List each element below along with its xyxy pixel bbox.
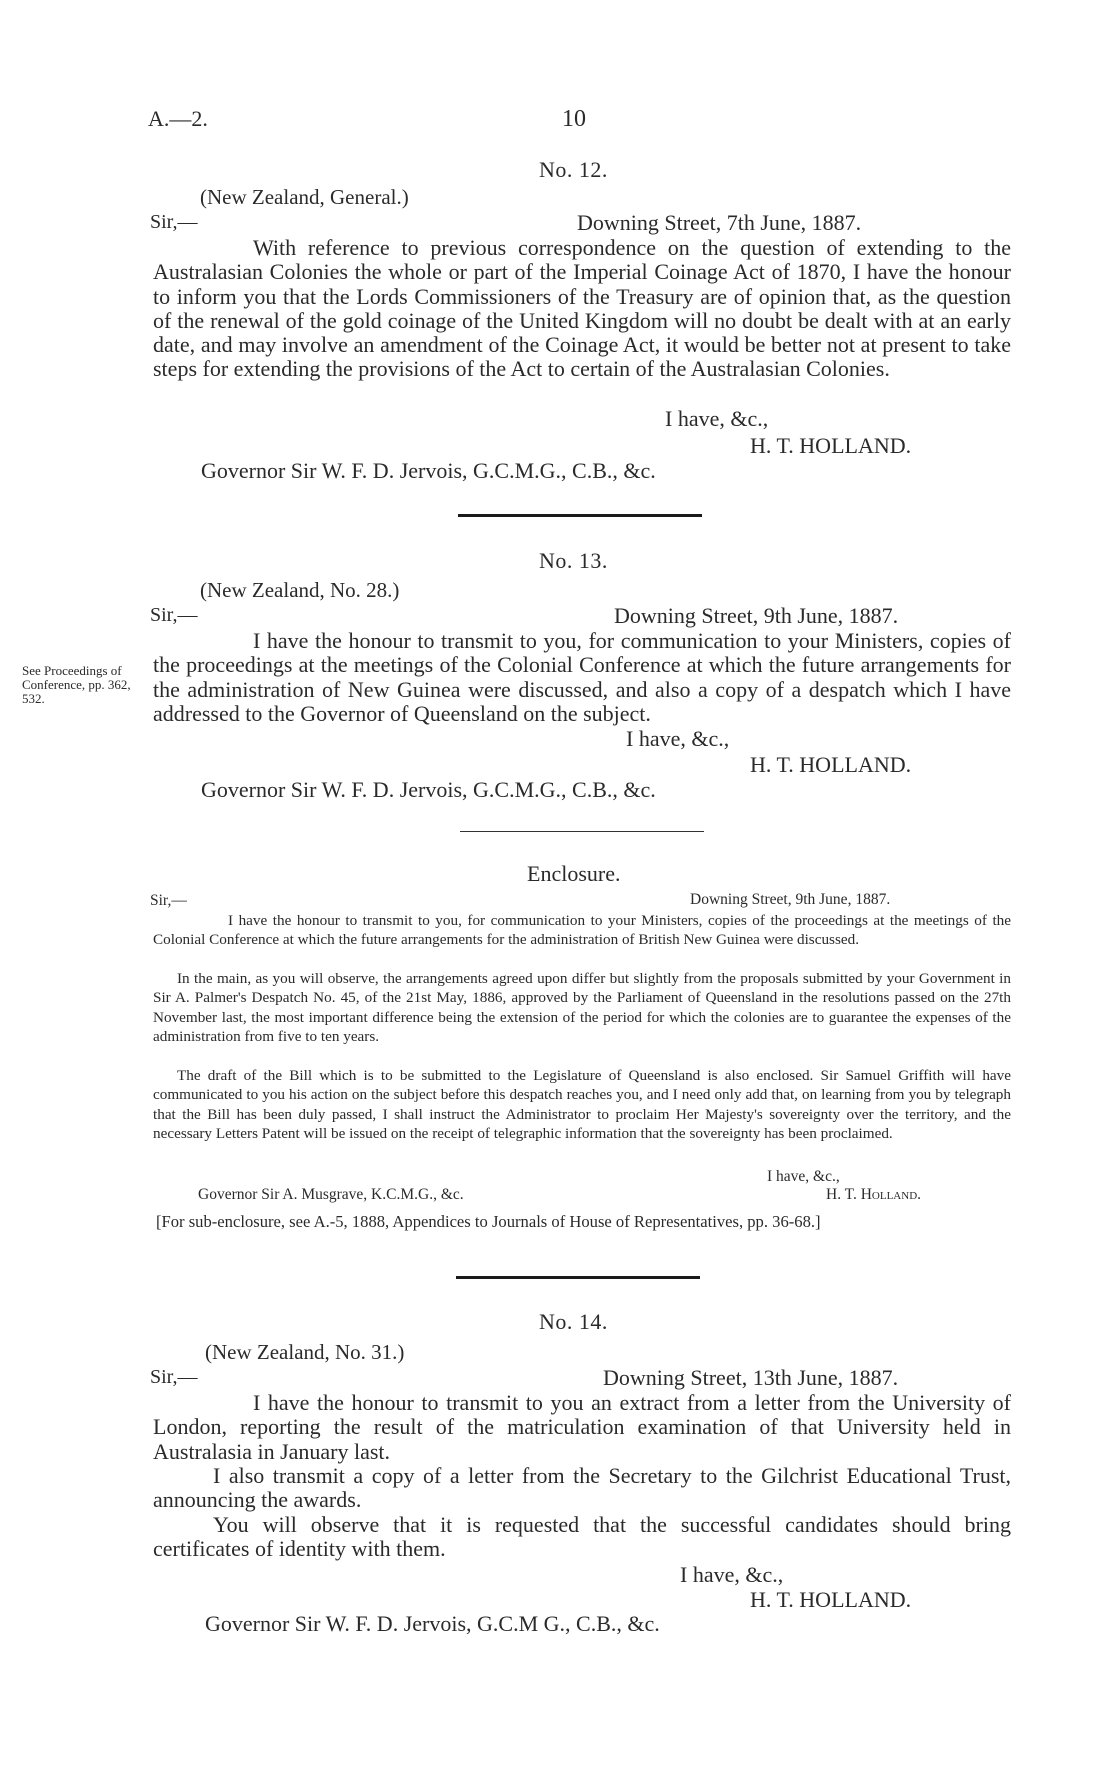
letter-14-number: No. 14. <box>539 1309 608 1334</box>
letter-12-signature: H. T. HOLLAND. <box>750 433 912 458</box>
letter-14-paragraph-2-text: I also transmit a copy of a letter from the Secretary to the Gilchrist Educational Trust, announcing the awards. <box>153 1463 1011 1513</box>
enclosure-dateline: Downing Street, 9th June, 1887. <box>690 891 891 908</box>
letter-12-addressee: Governor Sir W. F. D. Jervois, G.C.M.G., C.B., &c. <box>201 458 656 483</box>
letter-14-paragraph-3-text: You will observe that it is requested that the successful candidates should bring certificates of identity with them. <box>153 1512 1011 1562</box>
section-divider <box>458 514 702 517</box>
enclosure-signature: H. T. Holland. <box>826 1186 922 1203</box>
letter-14-dateline: Downing Street, 13th June, 1887. <box>603 1365 899 1390</box>
letter-14-paragraph-2 <box>153 1464 1011 1513</box>
enclosure-title: Enclosure. <box>527 861 621 886</box>
letter-14-closing: I have, &c., <box>680 1562 784 1587</box>
margin-note: See Proceedings of Conference, pp. 362, 532. <box>22 663 131 706</box>
letter-14-addressee: Governor Sir W. F. D. Jervois, G.C.M G., C.B., &c. <box>205 1611 660 1636</box>
enclosure-paragraph-1 <box>153 911 1011 950</box>
letter-13-closing: I have, &c., <box>626 726 730 751</box>
section-divider <box>456 1276 700 1279</box>
enclosure-divider <box>460 831 704 832</box>
enclosure-addressee: Governor Sir A. Musgrave, K.C.M.G., &c. <box>198 1186 464 1203</box>
enclosure-paragraph-3-text: The draft of the Bill which is to be submitted to the Legislature of Queensland is also enclosed. Sir Samuel Griffith will have communicated to you his action on the subject before this despatch reaches you, and I need only add that, on learning from you by telegraph that the Bill has been duly passed, I shall instruct the Administrator to proclaim Her Majesty's sovereignty over the territory, and the necessary Letters Patent will be issued on the receipt of telegraphic information that the sovereignty has been proclaimed. <box>153 1067 1011 1142</box>
letter-13-dateline: Downing Street, 9th June, 1887. <box>614 603 899 628</box>
letter-14-paragraph-3 <box>153 1513 1011 1562</box>
letter-12-body-text: With reference to previous correspondence on the question of extending to the Australasian Colonies the whole or part of the Imperial Coinage Act of 1870, I have the honour to inform you that the Lords Commissioners of the Treasury are of opinion that, as the question of the renewal of the gold coinage of the United Kingdom will no doubt be dealt with at an early date, and may involve an amendment of the Coinage Act, it would be better not at present to take steps for extending the provisions of the Act to certain of the Australasian Colonies. <box>153 235 1011 382</box>
enclosure-closing: I have, &c., <box>767 1168 840 1185</box>
enclosure-paragraph-2 <box>153 969 1011 1046</box>
letter-13-addressee: Governor Sir W. F. D. Jervois, G.C.M.G., C.B., &c. <box>201 777 656 802</box>
document-series: A.—2. <box>148 106 208 131</box>
letter-13-body <box>153 629 1011 726</box>
enclosure-paragraph-2-text: In the main, as you will observe, the arrangements agreed upon differ but slightly from the proposals submitted by your Government in Sir A. Palmer's Despatch No. 45, of the 21st May, 1886, approved by the Parliament of Queensland in the resolutions passed on the 27th November last, the most important difference being the extension of the period for which the colonies are to guarantee the expenses of the administration from five to ten years. <box>153 970 1011 1045</box>
letter-12-salutation: Sir,— <box>150 211 198 233</box>
letter-14-paragraph-1-text: I have the honour to transmit to you an extract from a letter from the University of London, reporting the result of the matriculation examination of that University held in Australasia in January last. <box>153 1390 1011 1464</box>
enclosure-salutation: Sir,— <box>150 892 187 909</box>
letter-12-number: No. 12. <box>539 157 608 182</box>
letter-12-closing: I have, &c., <box>665 406 769 431</box>
letter-13-body-text: I have the honour to transmit to you, for communication to your Ministers, copies of the proceedings at the meetings of the Colonial Conference at which the future arrangements for the administration of New Guinea were discussed, and also a copy of a despatch which I have addressed to the Governor of Queensland on the subject. <box>153 628 1011 726</box>
letter-12-body <box>153 236 1011 382</box>
letter-12-reference: (New Zealand, General.) <box>200 185 409 209</box>
letter-14-signature: H. T. HOLLAND. <box>750 1587 912 1612</box>
letter-12-dateline: Downing Street, 7th June, 1887. <box>577 210 862 235</box>
letter-13-number: No. 13. <box>539 548 608 573</box>
letter-14-salutation: Sir,— <box>150 1366 198 1388</box>
letter-13-salutation: Sir,— <box>150 604 198 626</box>
enclosure-paragraph-1-text: I have the honour to transmit to you, for communication to your Ministers, copies of the proceedings at the meetings of the Colonial Conference at which the future arrangements for the administration of British New Guinea were discussed. <box>153 912 1011 949</box>
letter-13-reference: (New Zealand, No. 28.) <box>200 578 400 602</box>
letter-14-reference: (New Zealand, No. 31.) <box>205 1340 405 1364</box>
enclosure-paragraph-3 <box>153 1066 1011 1143</box>
letter-13-signature: H. T. HOLLAND. <box>750 752 912 777</box>
letter-14-paragraph-1 <box>153 1391 1011 1464</box>
sub-enclosure-note: [For sub-enclosure, see A.-5, 1888, Appendices to Journals of House of Representatives, pp. 36-68.] <box>156 1212 821 1231</box>
page-number: 10 <box>562 106 586 132</box>
